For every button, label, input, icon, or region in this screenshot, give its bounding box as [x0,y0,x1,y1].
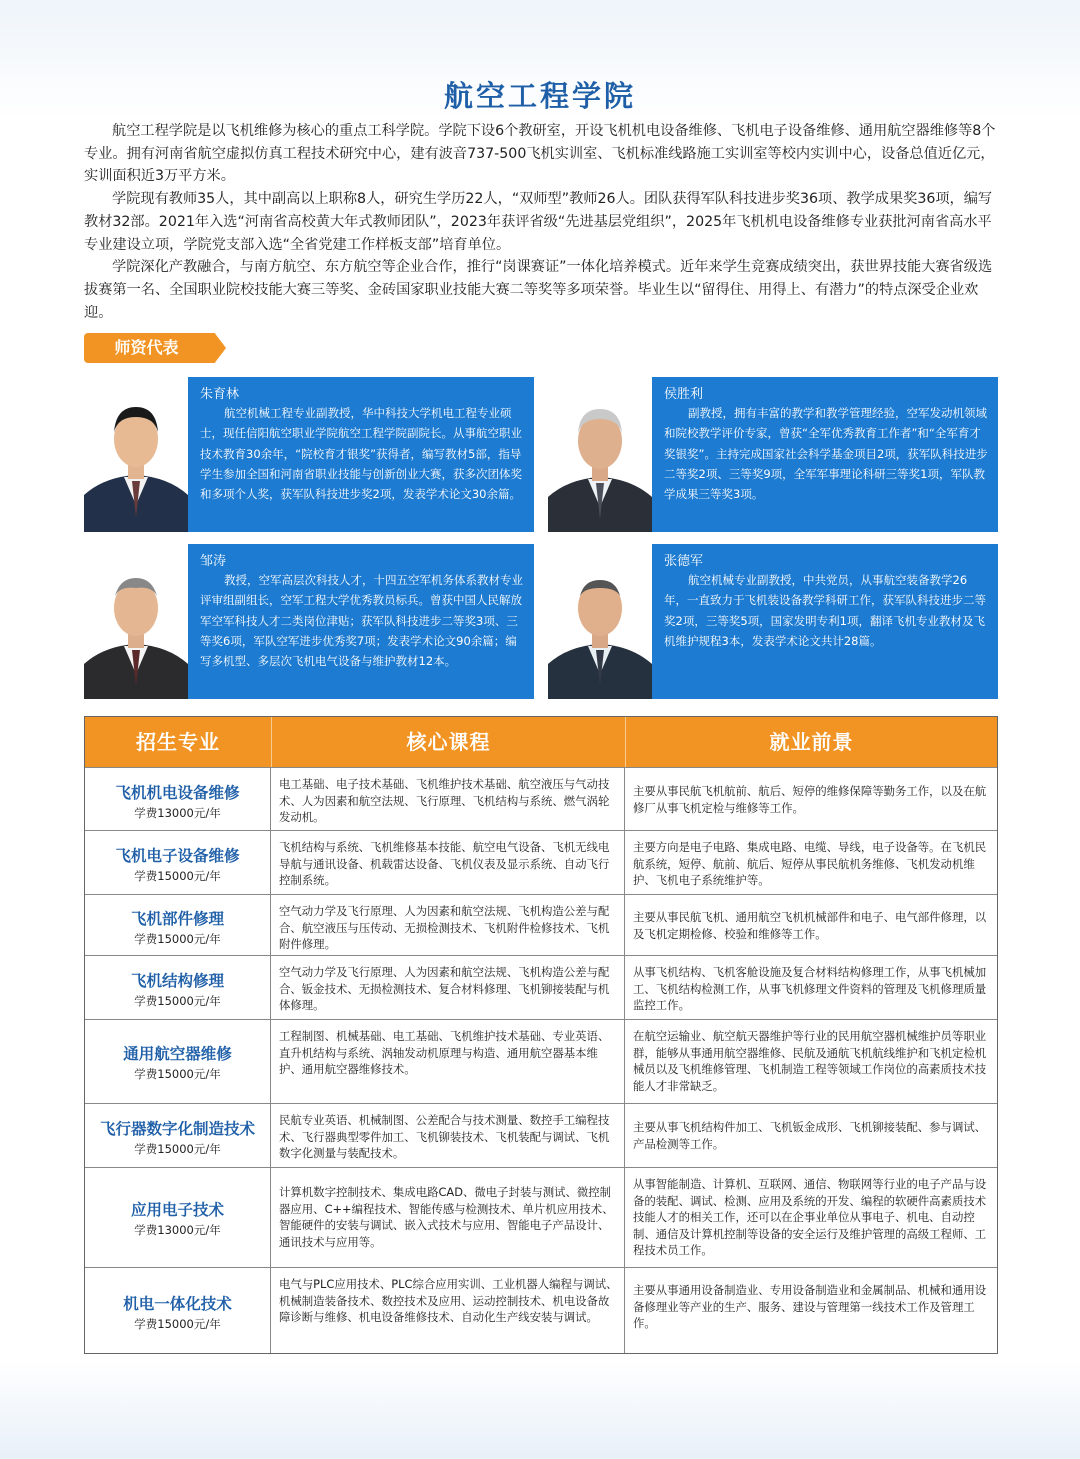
courses-cell: 飞机结构与系统、飞机维修基本技能、航空电气设备、飞机无线电导航与通讯设备、机载雷达设备、飞机仪表及显示系统、自动飞行控制系统。 [271,831,625,894]
prospects-cell: 在航空运输业、航空航天器维护等行业的民用航空器机械维护员等职业群，能够从事通用航空器维修、民航及通航飞机航线维护和飞机定检机械员以及飞机维修管理、飞机制造工程等领域工作岗位的高素质技术技能人才非常缺乏。 [633,1029,987,1093]
major-fee: 学费13000元/年 [134,806,221,820]
table-header-prospects: 就业前景 [769,730,854,754]
teacher-name: 邹涛 [200,554,227,569]
teacher-photo [84,377,188,532]
table-row [85,1019,997,1103]
courses-cell: 电工基础、电子技术基础、飞机维护技术基础、航空液压与气动技术、人为因素和航空法规、飞行原理、飞机结构与系统、燃气涡轮发动机。 [271,768,625,830]
table-row [85,830,997,894]
major-fee: 学费13000元/年 [134,1223,221,1237]
page-title: 航空工程学院 [443,79,636,113]
courses-cell: 计算机数字控制技术、集成电路CAD、微电子封装与测试、微控制器应用、C++编程技术、智能传感与检测技术、单片机应用技术、智能硬件的安装与调试、嵌入式技术与应用、智能电子产品设计、通讯技术与应用等。 [271,1168,625,1267]
major-cell [85,831,271,894]
prospects-cell: 主要方向是电子电路、集成电路、电缆、导线，电子设备等。在飞机民航系统，短停、航前、航后、短停从事民航机务维修、飞机发动机维护、飞机电子系统维护等。 [633,840,987,888]
prospects-cell: 主要从事民航飞机、通用航空飞机机械部件和电子、电气部件修理，以及飞机定期检修、校验和维修等工作。 [633,910,987,941]
table-row [85,955,997,1019]
teacher-name: 张德军 [664,554,704,569]
major-fee: 学费15000元/年 [134,1142,221,1156]
major-cell [85,1104,271,1167]
major-fee: 学费15000元/年 [134,869,221,883]
faculty-section-tag [84,333,226,363]
table-row [85,767,997,830]
prospects-cell: 从事飞机结构、飞机客舱设施及复合材料结构修理工作，从事飞机械加工、飞机结构检测工作，从事飞机修理文件资料的管理及飞机修理质量监控工作。 [633,965,987,1013]
courses-cell: 工程制图、机械基础、电工基础、飞机维护技术基础、专业英语、直升机结构与系统、涡轴发动机原理与构造、通用航空器基本维护、通用航空器维修技术。 [271,1020,625,1103]
major-cell [85,956,271,1019]
major-cell [85,1168,271,1267]
table-row [85,1103,997,1167]
intro-paragraph: 学院现有教师35人，其中副高以上职称8人，研究生学历22人，“双师型”教师26人。团队获得军队科技进步奖36项、教学成果奖36项，编写教材32部。2021年入选“河南省高校黄大年式教师团队”，2023年获评省级“先进基层党组织”，2025年飞机机电设备维修专业获批河南省高水平专业建设立项，学院党支部入选“全省党建工作样板支部”培育单位。 [84,191,993,253]
major-fee: 学费15000元/年 [134,994,221,1008]
prospects-cell: 主要从事通用设备制造业、专用设备制造业和金属制品、机械和通用设备修理业等产业的生产、服务、建设与管理第一线技术工作及管理工作。 [633,1283,987,1331]
intro-text [84,120,999,324]
major-fee: 学费15000元/年 [134,932,221,946]
major-name: 通用航空器维修 [123,1045,232,1063]
table-header-major: 招生专业 [136,730,220,754]
intro-paragraph: 学院深化产教融合，与南方航空、东方航空等企业合作，推行“岗课赛证”一体化培养模式。近年来学生竞赛成绩突出，获世界技能大赛省级选拔赛第一名、全国职业院校技能大赛三等奖、金砖国家职业技能大赛二等奖等多项荣誉。毕业生以“留得住、用得上、有潜力”的特点深受企业欢迎。 [84,259,993,321]
major-fee: 学费15000元/年 [134,1067,221,1081]
teacher-photo [548,377,652,532]
courses-cell: 民航专业英语、机械制图、公差配合与技术测量、数控手工编程技术、飞行器典型零件加工、飞机铆装技术、飞机装配与调试、飞机数字化测量与装配技术。 [271,1104,625,1167]
teacher-name: 侯胜利 [664,387,704,402]
table-row [85,894,997,955]
intro-paragraph: 航空工程学院是以飞机维修为核心的重点工科学院。学院下设6个教研室，开设飞机机电设备维修、飞机电子设备维修、通用航空器维修等8个专业。拥有河南省航空虚拟仿真工程技术研究中心，建有波音737-500飞机实训室、飞机标准线路施工实训室等校内实训中心，设备总值近亿元，实训面积近3万平方米。 [84,123,996,185]
major-name: 飞机结构修理 [130,972,224,990]
teacher-card [84,377,534,532]
major-cell [85,1268,271,1353]
major-cell [85,1020,271,1103]
teacher-card [548,544,998,699]
footer-background [0,1360,1080,1459]
major-fee: 学费15000元/年 [134,1317,221,1331]
major-cell [85,768,271,830]
table-row [85,1167,997,1267]
prospects-cell: 主要从事民航飞机航前、航后、短停的维修保障等勤务工作，以及在航修厂从事飞机定检与维修等工作。 [633,784,987,815]
majors-table [84,716,998,1354]
prospects-cell: 主要从事飞机结构件加工、飞机钣金成形、飞机铆接装配、参与调试、产品检测等工作。 [633,1120,987,1151]
table-header-courses: 核心课程 [406,730,491,754]
major-name: 飞机电子设备维修 [115,847,240,865]
major-name: 机电一体化技术 [123,1295,232,1313]
teacher-card [548,377,998,532]
major-name: 飞机机电设备维修 [115,784,240,802]
teacher-name: 朱育林 [200,387,240,402]
major-name: 应用电子技术 [130,1201,224,1219]
teacher-bio: 航空机械专业副教授，中共党员，从事航空装备教学26年，一直致力于飞机装设备教学科研工作，获军队科技进步二等奖2项，三等奖5项，国家发明专利1项，翻译飞机专业教材及飞机维护规程3本，发表学术论文共计28篇。 [664,573,986,648]
major-name: 飞行器数字化制造技术 [99,1120,255,1138]
teacher-photo [548,544,652,699]
teacher-bio: 教授，空军高层次科技人才，十四五空军机务体系教材专业评审组副组长，空军工程大学优秀教员标兵。曾获中国人民解放军空军科技人才二类岗位津贴；获军队科技进步二等奖3项、三等奖6项，军队空军进步优秀奖7项；发表学术论文90余篇；编写多机型、多层次飞机电气设备与维护教材12本。 [200,573,523,669]
courses-cell: 空气动力学及飞行原理、人为因素和航空法规、飞机构造公差与配合、钣金技术、无损检测技术、复合材料修理、飞机铆接装配与机体修理。 [271,956,625,1019]
teacher-card [84,544,534,699]
courses-cell: 电气与PLC应用技术、PLC综合应用实训、工业机器人编程与调试、机械制造装备技术、数控技术及应用、运动控制技术、机电设备故障诊断与维修、机电设备维修技术、自动化生产线安装与调试。 [271,1268,625,1353]
teacher-bio: 副教授，拥有丰富的教学和教学管理经验，空军发动机领域和院校教学评价专家，曾获“全军优秀教育工作者”和“全军育才奖银奖”。主持完成国家社会科学基金项目2项，获军队科技进步二等奖2项、三等奖9项，全军军事理论科研三等奖1项，军队教学成果三等奖3项。 [664,406,988,502]
table-header [85,717,997,767]
teacher-photo [84,544,188,699]
courses-cell: 空气动力学及飞行原理、人为因素和航空法规、飞机构造公差与配合、航空液压与压传动、无损检测技术、飞机附件检修技术、飞机附件修理。 [271,895,625,955]
teacher-bio: 航空机械工程专业副教授，华中科技大学机电工程专业硕士，现任信阳航空职业学院航空工程学院副院长。从事航空职业技术教育30余年，“院校育才银奖”获得者，编写教材5部，指导学生参加全国和河南省职业技能与创新创业大赛，获多次团体奖和多项个人奖，获军队科技进步奖2项，发表学术论文30余篇。 [200,406,522,502]
table-row [85,1267,997,1353]
prospects-cell: 从事智能制造、计算机、互联网、通信、物联网等行业的电子产品与设备的装配、调试、检测、应用及系统的开发、编程的软硬件高素质技术技能人才的相关工作，还可以在企事业单位从事电子、机电、自动控制、通信及计算机控制等设备的安全运行及维护管理的高级工程师、工程技术员工作。 [633,1177,987,1258]
major-name: 飞机部件修理 [130,910,224,928]
major-cell [85,895,271,955]
section-tag-label: 师资代表 [114,338,179,357]
